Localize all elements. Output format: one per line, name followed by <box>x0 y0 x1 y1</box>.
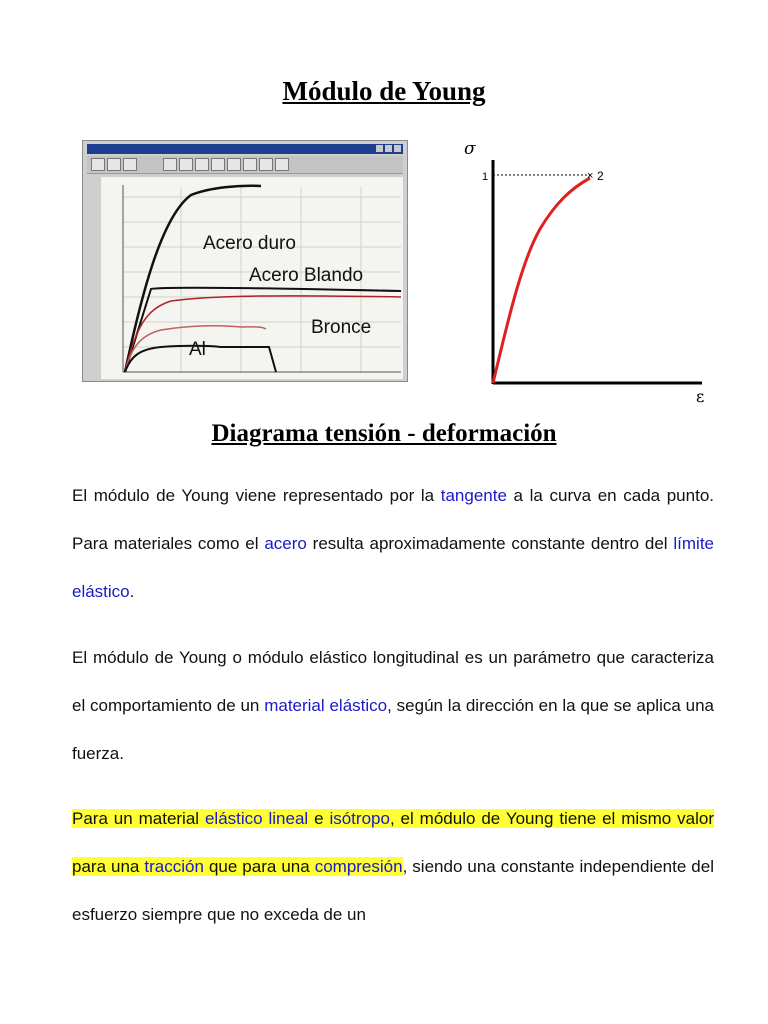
p3-highlight-1: Para un material <box>72 809 205 828</box>
link-acero[interactable]: acero <box>264 534 307 553</box>
label-bronce: Bronce <box>311 317 372 338</box>
p1-text-2: a la curva en cada punto. Para materiales como el <box>72 486 714 553</box>
section-title: Diagrama tensión - deformación <box>211 420 557 447</box>
sigma-label: σ <box>464 139 476 159</box>
p3-highlight-2: e <box>308 809 330 828</box>
close-icon <box>394 145 401 152</box>
epsilon-label: ε <box>696 387 705 406</box>
point-2-marker: × <box>587 170 594 182</box>
link-compresion[interactable]: compresión <box>314 857 403 876</box>
minimize-icon <box>376 145 383 152</box>
stress-strain-screenshot <box>82 140 408 382</box>
screenshot-curves <box>101 177 403 379</box>
paragraph-3 <box>72 795 714 939</box>
page-title: Módulo de Young <box>282 76 486 106</box>
point-1-label: 1 <box>482 171 489 183</box>
paragraph-1 <box>72 472 714 616</box>
screenshot-plot-area <box>101 177 403 379</box>
link-limite-elastico[interactable]: límite elástico <box>72 534 714 601</box>
maximize-icon <box>385 145 392 152</box>
window-title-bar <box>87 144 403 154</box>
schematic-stress-strain-diagram <box>460 134 720 406</box>
p1-text-3: resulta aproximadamente constante dentro del <box>306 534 674 553</box>
paragraph-2 <box>72 634 714 778</box>
link-material-elastico[interactable]: material elástico <box>264 696 388 715</box>
p2-text-1: El módulo de Young o módulo elástico longitudinal es un parámetro que caracteriza el comportamiento de un <box>72 648 714 715</box>
p3-highlight-3: , el módulo de Young tiene el mismo valor para una <box>72 809 714 876</box>
link-elastico-lineal[interactable]: elástico lineal <box>204 809 309 828</box>
point-2-label: 2 <box>597 169 604 183</box>
p1-text-1: El módulo de Young viene representado por la <box>72 486 441 505</box>
label-acero-blando: Acero Blando <box>249 265 364 286</box>
p1-text-4: . <box>129 582 135 601</box>
p3-highlight-4: que para una <box>203 857 315 876</box>
stress-strain-curve <box>493 178 590 383</box>
label-al: Al <box>189 339 206 360</box>
label-acero-duro: Acero duro <box>203 233 296 254</box>
link-isotropo[interactable]: isótropo <box>329 809 390 828</box>
window-toolbar <box>87 156 403 174</box>
link-tangente[interactable]: tangente <box>440 486 507 505</box>
p3-text-1: , siendo una constante independiente del esfuerzo siempre que no exceda de un <box>72 857 714 924</box>
link-traccion[interactable]: tracción <box>144 857 204 876</box>
p2-text-2: , según la dirección en la que se aplica una fuerza. <box>72 696 714 763</box>
